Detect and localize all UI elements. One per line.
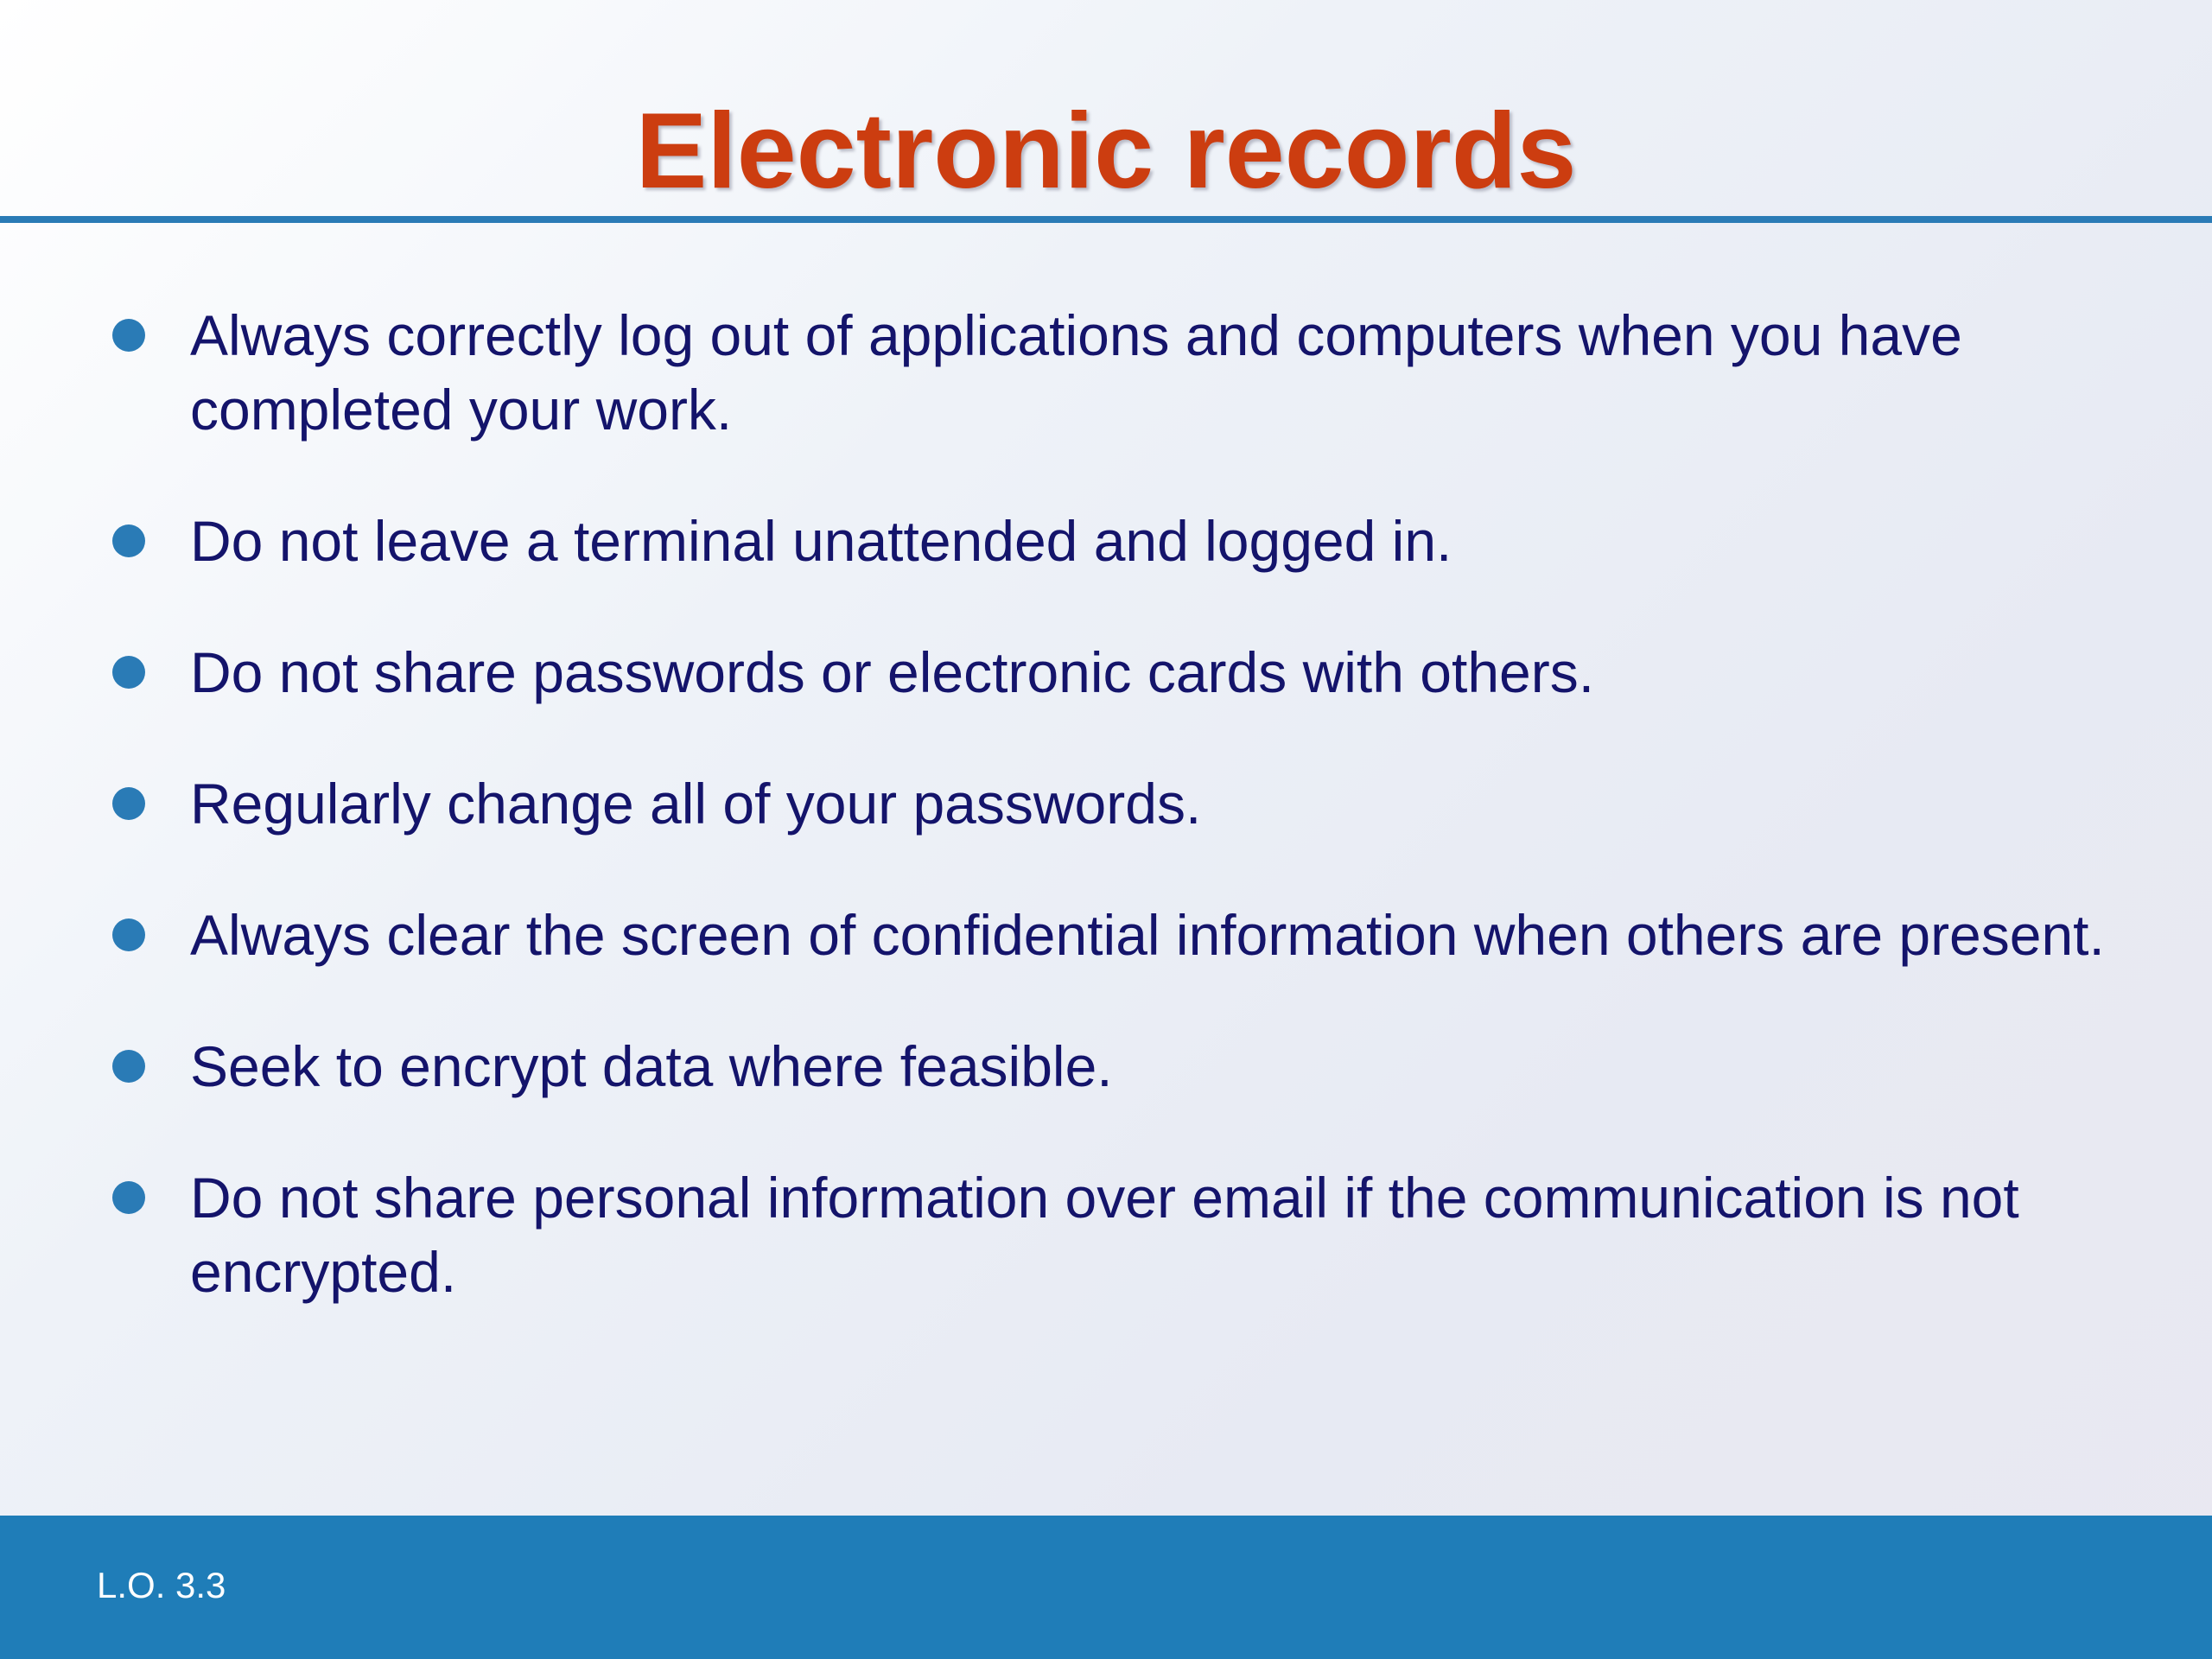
bullet-text: Do not share personal information over email if the communication is not encrypted. xyxy=(190,1166,2019,1304)
bullet-item xyxy=(0,504,2126,578)
bullet-item xyxy=(0,298,2126,447)
bullet-text: Regularly change all of your passwords. xyxy=(190,772,1202,836)
bullet-text: Do not leave a terminal unattended and logged in. xyxy=(190,509,1452,573)
slide-title: Electronic records xyxy=(635,92,1577,211)
bullet-text: Do not share passwords or electronic cards with others. xyxy=(190,640,1595,704)
bullet-text: Seek to encrypt data where feasible. xyxy=(190,1034,1113,1098)
footer-bar xyxy=(0,1516,2212,1659)
bullet-item xyxy=(0,1029,2126,1103)
bullet-text: Always clear the screen of confidential information when others are present. xyxy=(190,903,2105,967)
bullet-item xyxy=(0,635,2126,709)
bullet-icon xyxy=(112,656,145,689)
bullet-icon xyxy=(112,787,145,820)
bullet-icon xyxy=(112,524,145,557)
bullet-text: Always correctly log out of applications and computers when you have completed your work. xyxy=(190,303,1962,442)
bullet-icon xyxy=(112,918,145,951)
bullet-icon xyxy=(112,1181,145,1214)
title-divider xyxy=(0,216,2212,223)
bullet-icon xyxy=(112,319,145,352)
bullet-item xyxy=(0,766,2126,841)
bullet-item xyxy=(0,898,2126,972)
bullet-item xyxy=(0,1160,2126,1309)
footer-learning-objective: L.O. 3.3 xyxy=(97,1565,226,1605)
bullet-icon xyxy=(112,1050,145,1083)
bullet-list xyxy=(0,298,2212,1366)
